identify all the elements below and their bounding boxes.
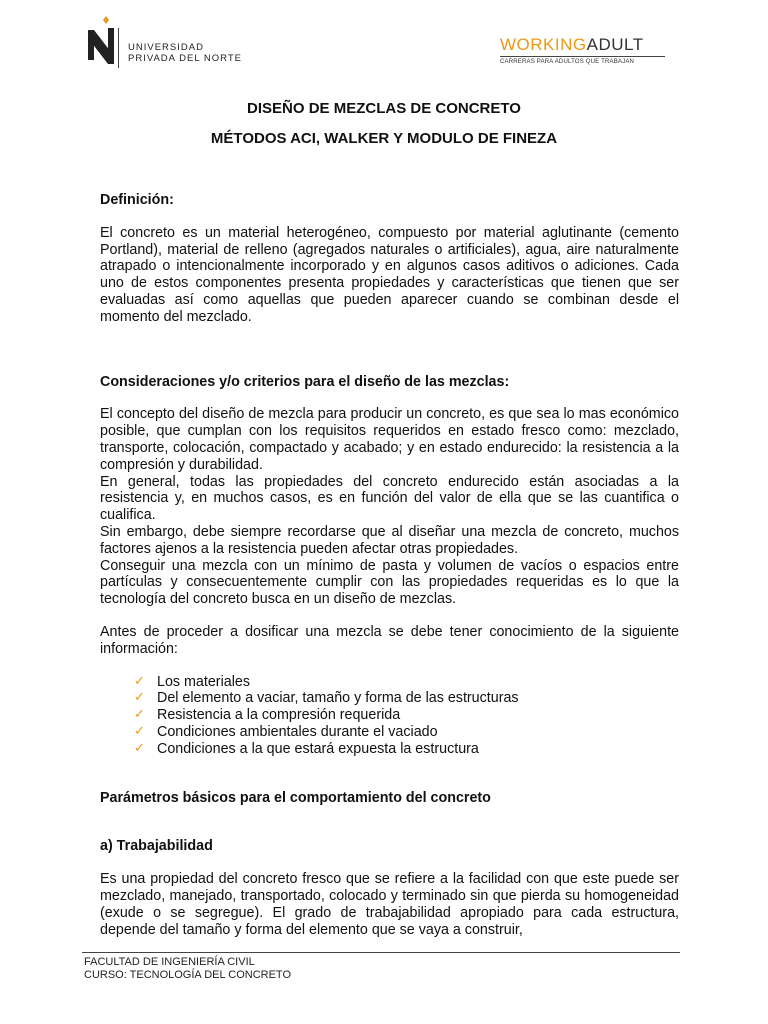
definicion-heading: Definición: bbox=[100, 192, 174, 208]
page-footer bbox=[84, 956, 291, 982]
checklist-item-label: Del elemento a vaciar, tamaño y forma de las estructuras bbox=[157, 690, 519, 707]
consideraciones-paragraph-2: En general, todas las propiedades del concreto endurecido están asociadas a la resistencia y, en muchos casos, es en función del valor de ella que se las cuantifica o cualifica. bbox=[100, 473, 679, 524]
checklist-item bbox=[134, 690, 679, 707]
footer-faculty: FACULTAD DE INGENIERÍA CIVIL bbox=[84, 956, 255, 968]
wa-brand-part2: ADULT bbox=[586, 35, 644, 54]
checkmark-icon: ✓ bbox=[134, 690, 145, 706]
checkmark-icon: ✓ bbox=[134, 740, 145, 756]
checklist-item-label: Condiciones a la que estará expuesta la estructura bbox=[157, 740, 479, 757]
checklist-item bbox=[134, 707, 679, 724]
requirements-checklist bbox=[100, 674, 679, 758]
page-header bbox=[0, 0, 768, 80]
checklist-item bbox=[134, 724, 679, 741]
trabajabilidad-paragraph: Es una propiedad del concreto fresco que se refiere a la facilidad con que este puede ser mezclado, manejado, transportado, colocado y terminado sin que pierda su homogeneidad (exude o se segregue). El grado de trabajabilidad apropiado para cada estructura, depende del tamaño y forma del elemento que se vaya a construir, bbox=[100, 871, 679, 938]
footer-course: CURSO: TECNOLOGÍA DEL CONCRETO bbox=[84, 969, 292, 981]
document-title: DISEÑO DE MEZCLAS DE CONCRETO bbox=[247, 100, 521, 117]
checkmark-icon: ✓ bbox=[134, 723, 145, 739]
upn-name bbox=[128, 42, 242, 64]
checkmark-icon: ✓ bbox=[134, 707, 145, 723]
trabajabilidad-heading: a) Trabajabilidad bbox=[100, 838, 213, 855]
consideraciones-paragraph-3: Sin embargo, debe siempre recordarse que al diseñar una mezcla de concreto, muchos factores ajenos a la resistencia pueden afectar otras propiedades. bbox=[100, 523, 679, 557]
checkmark-icon: ✓ bbox=[134, 673, 145, 689]
consideraciones-paragraph-5: Antes de proceder a dosificar una mezcla se debe tener conocimiento de la siguiente información: bbox=[100, 623, 679, 657]
wa-divider bbox=[500, 56, 665, 57]
checklist-item-label: Resistencia a la compresión requerida bbox=[157, 707, 401, 724]
consideraciones-paragraph-4: Conseguir una mezcla con un mínimo de pasta y volumen de vacíos o espacios entre partículas y consecuentemente cumplir con las propiedades requeridas es lo que la tecnología del concreto busca en un diseño de mezclas. bbox=[100, 557, 679, 608]
upn-name-line1: UNIVERSIDAD bbox=[128, 42, 204, 53]
document-subtitle: MÉTODOS ACI, WALKER Y MODULO DE FINEZA bbox=[210, 130, 558, 147]
upn-n-mark-icon bbox=[86, 14, 126, 72]
document-body bbox=[100, 192, 679, 938]
workingadult-logo bbox=[500, 36, 670, 76]
wa-tagline: CARRERAS PARA ADULTOS QUE TRABAJAN bbox=[500, 59, 635, 65]
checklist-item bbox=[134, 674, 679, 691]
upn-name-line2: PRIVADA DEL NORTE bbox=[128, 53, 242, 64]
checklist-item-label: Los materiales bbox=[157, 673, 250, 690]
parametros-heading: Parámetros básicos para el comportamiento del concreto bbox=[100, 789, 491, 806]
definicion-paragraph: El concreto es un material heterogéneo, compuesto por material aglutinante (cemento Portland), material de relleno (agregados naturales o artificiales), agua, aire naturalmente atrapado o intencionalmente incorporado y en algunos casos aditivos o adiciones. Cada uno de estos componentes presenta propiedades y características que tienen que ser evaluadas así como aquellas que pueden aparecer cuando se combinan desde el momento del mezclado. bbox=[100, 224, 679, 325]
workingadult-wordmark bbox=[500, 36, 644, 54]
upn-logo bbox=[86, 14, 256, 72]
consideraciones-paragraph-1: El concepto del diseño de mezcla para producir un concreto, es que sea lo mas económico posible, que cumplan con los requisitos requeridos en estado fresco como: mezclado, transporte, colocación, compactado y acabado; y en estado endurecido: la resistencia a la compresión y durabilidad. bbox=[100, 406, 679, 473]
footer-divider bbox=[82, 952, 680, 953]
checklist-item bbox=[134, 741, 679, 758]
consideraciones-heading: Consideraciones y/o criterios para el diseño de las mezclas: bbox=[100, 373, 510, 390]
checklist-item-label: Condiciones ambientales durante el vaciado bbox=[157, 723, 438, 740]
wa-brand-part1: WORKING bbox=[500, 35, 587, 54]
